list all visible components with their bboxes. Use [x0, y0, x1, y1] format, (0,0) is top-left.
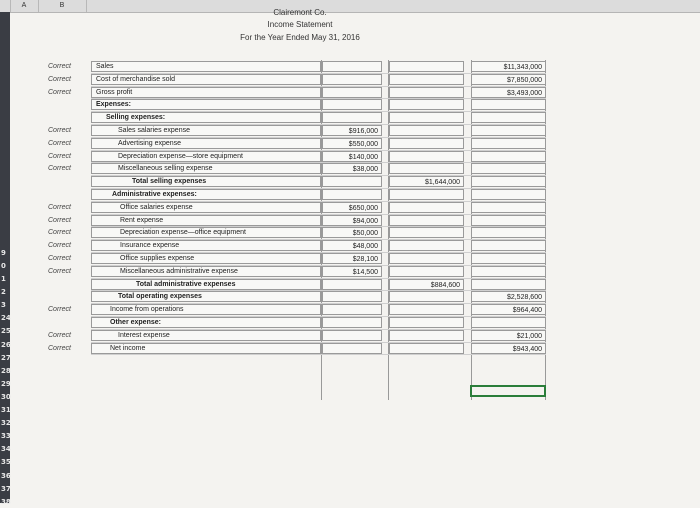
- amount-value: $3,493,000: [506, 89, 542, 97]
- row-number[interactable]: [0, 64, 11, 75]
- amount-input-cell[interactable]: [389, 227, 464, 238]
- amount-input-cell[interactable]: [389, 253, 464, 264]
- amount-input-cell[interactable]: [389, 125, 464, 136]
- correct-indicator: Correct: [48, 203, 71, 211]
- row-number[interactable]: 25: [1, 327, 11, 336]
- amount-value: $916,000: [348, 128, 378, 135]
- amount-input-cell[interactable]: [389, 279, 464, 290]
- amount-value: $550,000: [348, 140, 378, 148]
- amount-input-cell[interactable]: [322, 202, 382, 213]
- row-gridline: [91, 354, 546, 355]
- active-cell-selection[interactable]: [470, 385, 546, 397]
- row-number[interactable]: [0, 182, 11, 193]
- line-item-label: Depreciation expense—store equipment: [118, 152, 243, 160]
- row-number[interactable]: 33: [1, 432, 11, 441]
- row-number[interactable]: [0, 169, 11, 180]
- row-number[interactable]: 31: [1, 406, 11, 414]
- amount-value: $1,644,000: [424, 179, 460, 187]
- line-item-label: Income from operations: [110, 306, 184, 314]
- row-number[interactable]: [0, 130, 11, 141]
- row-number[interactable]: 35: [1, 458, 11, 467]
- amount-input-cell[interactable]: [389, 163, 464, 174]
- line-item-label: Advertising expense: [118, 139, 182, 147]
- amount-input-cell[interactable]: [471, 99, 546, 110]
- row-number[interactable]: [0, 143, 11, 154]
- amount-input-cell[interactable]: [322, 291, 382, 302]
- amount-input-cell[interactable]: [389, 202, 464, 213]
- line-item-label: Net income: [110, 344, 146, 352]
- statement-title: Income Statement: [267, 20, 333, 29]
- amount-input-cell[interactable]: [322, 266, 382, 277]
- correct-indicator: Correct: [48, 139, 71, 147]
- row-number[interactable]: 1: [1, 275, 6, 283]
- amount-input-cell[interactable]: [322, 112, 382, 123]
- amount-input-cell[interactable]: [471, 330, 546, 341]
- amount-input-cell[interactable]: [389, 343, 464, 354]
- amount-input-cell[interactable]: [389, 176, 464, 187]
- amount-input-cell[interactable]: [322, 215, 382, 226]
- amount-input-cell[interactable]: [471, 215, 546, 226]
- amount-input-cell[interactable]: [471, 304, 546, 315]
- row-number[interactable]: 30: [1, 392, 11, 401]
- row-number[interactable]: [0, 104, 11, 115]
- amount-input-cell[interactable]: [322, 125, 382, 136]
- line-item-label: Expenses:: [96, 101, 132, 109]
- row-number[interactable]: 29: [1, 379, 11, 388]
- amount-input-cell[interactable]: [322, 61, 382, 72]
- amount-input-cell[interactable]: [471, 87, 546, 98]
- line-item-label: Insurance expense: [120, 242, 180, 250]
- line-item-label: Administrative expenses:: [112, 191, 197, 198]
- row-number[interactable]: [0, 78, 11, 89]
- amount-input-cell[interactable]: [322, 74, 382, 85]
- row-number[interactable]: 38: [1, 497, 11, 506]
- amount-value: $943,400: [512, 345, 542, 353]
- amount-input-cell[interactable]: [322, 163, 382, 174]
- amount-input-cell[interactable]: [471, 240, 546, 251]
- correct-indicator: Correct: [48, 331, 71, 339]
- amount-input-cell[interactable]: [471, 317, 546, 328]
- amount-input-cell[interactable]: [322, 87, 382, 98]
- amount-input-cell[interactable]: [322, 304, 382, 315]
- amount-value: $2,528,600: [506, 294, 542, 302]
- line-item-label: Sales salaries expense: [118, 127, 190, 134]
- amount-input-cell[interactable]: [389, 87, 464, 98]
- amount-input-cell[interactable]: [471, 74, 546, 85]
- amount-value: $94,000: [352, 217, 378, 225]
- line-item-label: Office salaries expense: [120, 203, 193, 211]
- row-number[interactable]: [0, 195, 11, 206]
- correct-indicator: Correct: [48, 127, 71, 134]
- row-number[interactable]: 37: [1, 484, 11, 493]
- row-number[interactable]: 28: [1, 366, 11, 375]
- correct-indicator: Correct: [48, 88, 71, 96]
- amount-value: $50,000: [352, 230, 378, 238]
- row-number[interactable]: 36: [1, 471, 11, 480]
- amount-input-cell[interactable]: [322, 99, 382, 110]
- row-number[interactable]: [0, 117, 11, 128]
- correct-indicator: Correct: [48, 242, 71, 250]
- amount-input-cell[interactable]: [471, 189, 546, 200]
- correct-indicator: Correct: [48, 306, 71, 314]
- amount-input-cell[interactable]: [471, 266, 546, 277]
- amount-input-cell[interactable]: [471, 291, 546, 302]
- line-item-label: Total operating expenses: [118, 293, 202, 301]
- row-number[interactable]: [0, 51, 11, 62]
- row-number[interactable]: 34: [1, 445, 11, 454]
- row-number[interactable]: 9: [1, 248, 6, 257]
- amount-value: $21,000: [516, 332, 542, 340]
- row-number[interactable]: 26: [1, 340, 11, 349]
- amount-value: $11,343,000: [503, 64, 542, 71]
- correct-indicator: Correct: [48, 75, 71, 83]
- amount-input-cell[interactable]: [471, 227, 546, 238]
- amount-input-cell[interactable]: [471, 151, 546, 162]
- amount-value: $28,100: [352, 256, 378, 263]
- row-number[interactable]: [0, 25, 11, 36]
- line-item-label: Cost of merchandise sold: [96, 75, 175, 83]
- amount-input-cell[interactable]: [471, 112, 546, 123]
- amount-input-cell[interactable]: [389, 151, 464, 162]
- row-number[interactable]: 0: [1, 261, 6, 270]
- amount-input-cell[interactable]: [322, 253, 382, 264]
- line-item-label: Miscellaneous administrative expense: [120, 267, 238, 275]
- amount-input-cell[interactable]: [471, 176, 546, 187]
- amount-input-cell[interactable]: [322, 343, 382, 354]
- amount-input-cell[interactable]: [389, 266, 464, 277]
- amount-input-cell[interactable]: [322, 279, 382, 290]
- row-number[interactable]: [0, 156, 11, 167]
- amount-input-cell[interactable]: [322, 189, 382, 200]
- correct-indicator: Correct: [48, 229, 71, 237]
- row-number[interactable]: [0, 12, 11, 23]
- correct-indicator: Correct: [48, 267, 71, 275]
- amount-input-cell[interactable]: [322, 240, 382, 251]
- row-number[interactable]: [0, 222, 11, 233]
- amount-input-cell[interactable]: [389, 215, 464, 226]
- amount-input-cell[interactable]: [471, 253, 546, 264]
- row-number[interactable]: 27: [1, 353, 11, 362]
- correct-indicator: Correct: [48, 152, 71, 160]
- amount-input-cell[interactable]: [389, 291, 464, 302]
- amount-input-cell[interactable]: [471, 125, 546, 136]
- amount-input-cell[interactable]: [471, 202, 546, 213]
- amount-input-cell[interactable]: [322, 317, 382, 328]
- amount-input-cell[interactable]: [322, 330, 382, 341]
- amount-input-cell[interactable]: [322, 138, 382, 149]
- amount-input-cell[interactable]: [471, 163, 546, 174]
- line-item-label: Interest expense: [118, 331, 170, 339]
- amount-input-cell[interactable]: [389, 61, 464, 72]
- row-number[interactable]: [0, 235, 11, 246]
- amount-value: $14,500: [352, 268, 378, 276]
- column-header-a[interactable]: A: [10, 0, 39, 12]
- amount-input-cell[interactable]: [389, 240, 464, 251]
- correct-indicator: Correct: [48, 255, 71, 262]
- amount-input-cell[interactable]: [389, 99, 464, 110]
- amount-input-cell[interactable]: [471, 343, 546, 354]
- line-item-label: Depreciation expense—office equipment: [120, 229, 246, 237]
- row-number[interactable]: 32: [1, 419, 11, 428]
- amount-input-cell[interactable]: [322, 227, 382, 238]
- amount-input-cell[interactable]: [389, 330, 464, 341]
- correct-indicator: Correct: [48, 216, 71, 224]
- amount-input-cell[interactable]: [389, 189, 464, 200]
- row-number[interactable]: 2: [1, 288, 6, 297]
- amount-value: $38,000: [352, 166, 378, 174]
- amount-input-cell[interactable]: [389, 138, 464, 149]
- correct-indicator: Correct: [48, 165, 71, 173]
- amount-value: $7,850,000: [506, 76, 542, 84]
- row-number[interactable]: [0, 91, 11, 102]
- amount-input-cell[interactable]: [322, 176, 382, 187]
- label-cell[interactable]: [91, 61, 321, 72]
- line-item-label: Sales: [96, 63, 114, 70]
- amount-value: $48,000: [352, 243, 378, 251]
- line-item-label: Other expense:: [110, 319, 161, 326]
- row-number[interactable]: [0, 38, 11, 49]
- line-item-label: Office supplies expense: [120, 255, 195, 262]
- line-item-label: Total selling expenses: [132, 178, 207, 186]
- correct-indicator: Correct: [48, 344, 71, 352]
- amount-input-cell[interactable]: [471, 279, 546, 290]
- amount-value: $140,000: [348, 153, 378, 161]
- company-name: Clairemont Co.: [273, 8, 327, 17]
- line-item-label: Gross profit: [96, 88, 133, 96]
- line-item-label: Selling expenses:: [106, 114, 166, 122]
- correct-indicator: Correct: [48, 63, 71, 70]
- amount-input-cell[interactable]: [389, 74, 464, 85]
- amount-input-cell[interactable]: [389, 304, 464, 315]
- column-header-b[interactable]: B: [38, 0, 87, 12]
- amount-input-cell[interactable]: [389, 317, 464, 328]
- amount-value: $964,400: [512, 307, 542, 315]
- amount-input-cell[interactable]: [471, 138, 546, 149]
- amount-value: $884,600: [430, 281, 460, 289]
- row-header-bar: [0, 12, 11, 506]
- statement-period: For the Year Ended May 31, 2016: [240, 33, 360, 42]
- row-number[interactable]: 24: [1, 314, 11, 323]
- row-number[interactable]: 3: [1, 301, 6, 310]
- amount-input-cell[interactable]: [471, 61, 546, 72]
- line-item-label: Rent expense: [120, 216, 164, 224]
- line-item-label: Total administrative expenses: [136, 280, 236, 288]
- amount-value: $650,000: [348, 204, 378, 212]
- row-number[interactable]: [0, 209, 11, 220]
- amount-input-cell[interactable]: [322, 151, 382, 162]
- line-item-label: Miscellaneous selling expense: [118, 165, 213, 173]
- amount-input-cell[interactable]: [389, 112, 464, 123]
